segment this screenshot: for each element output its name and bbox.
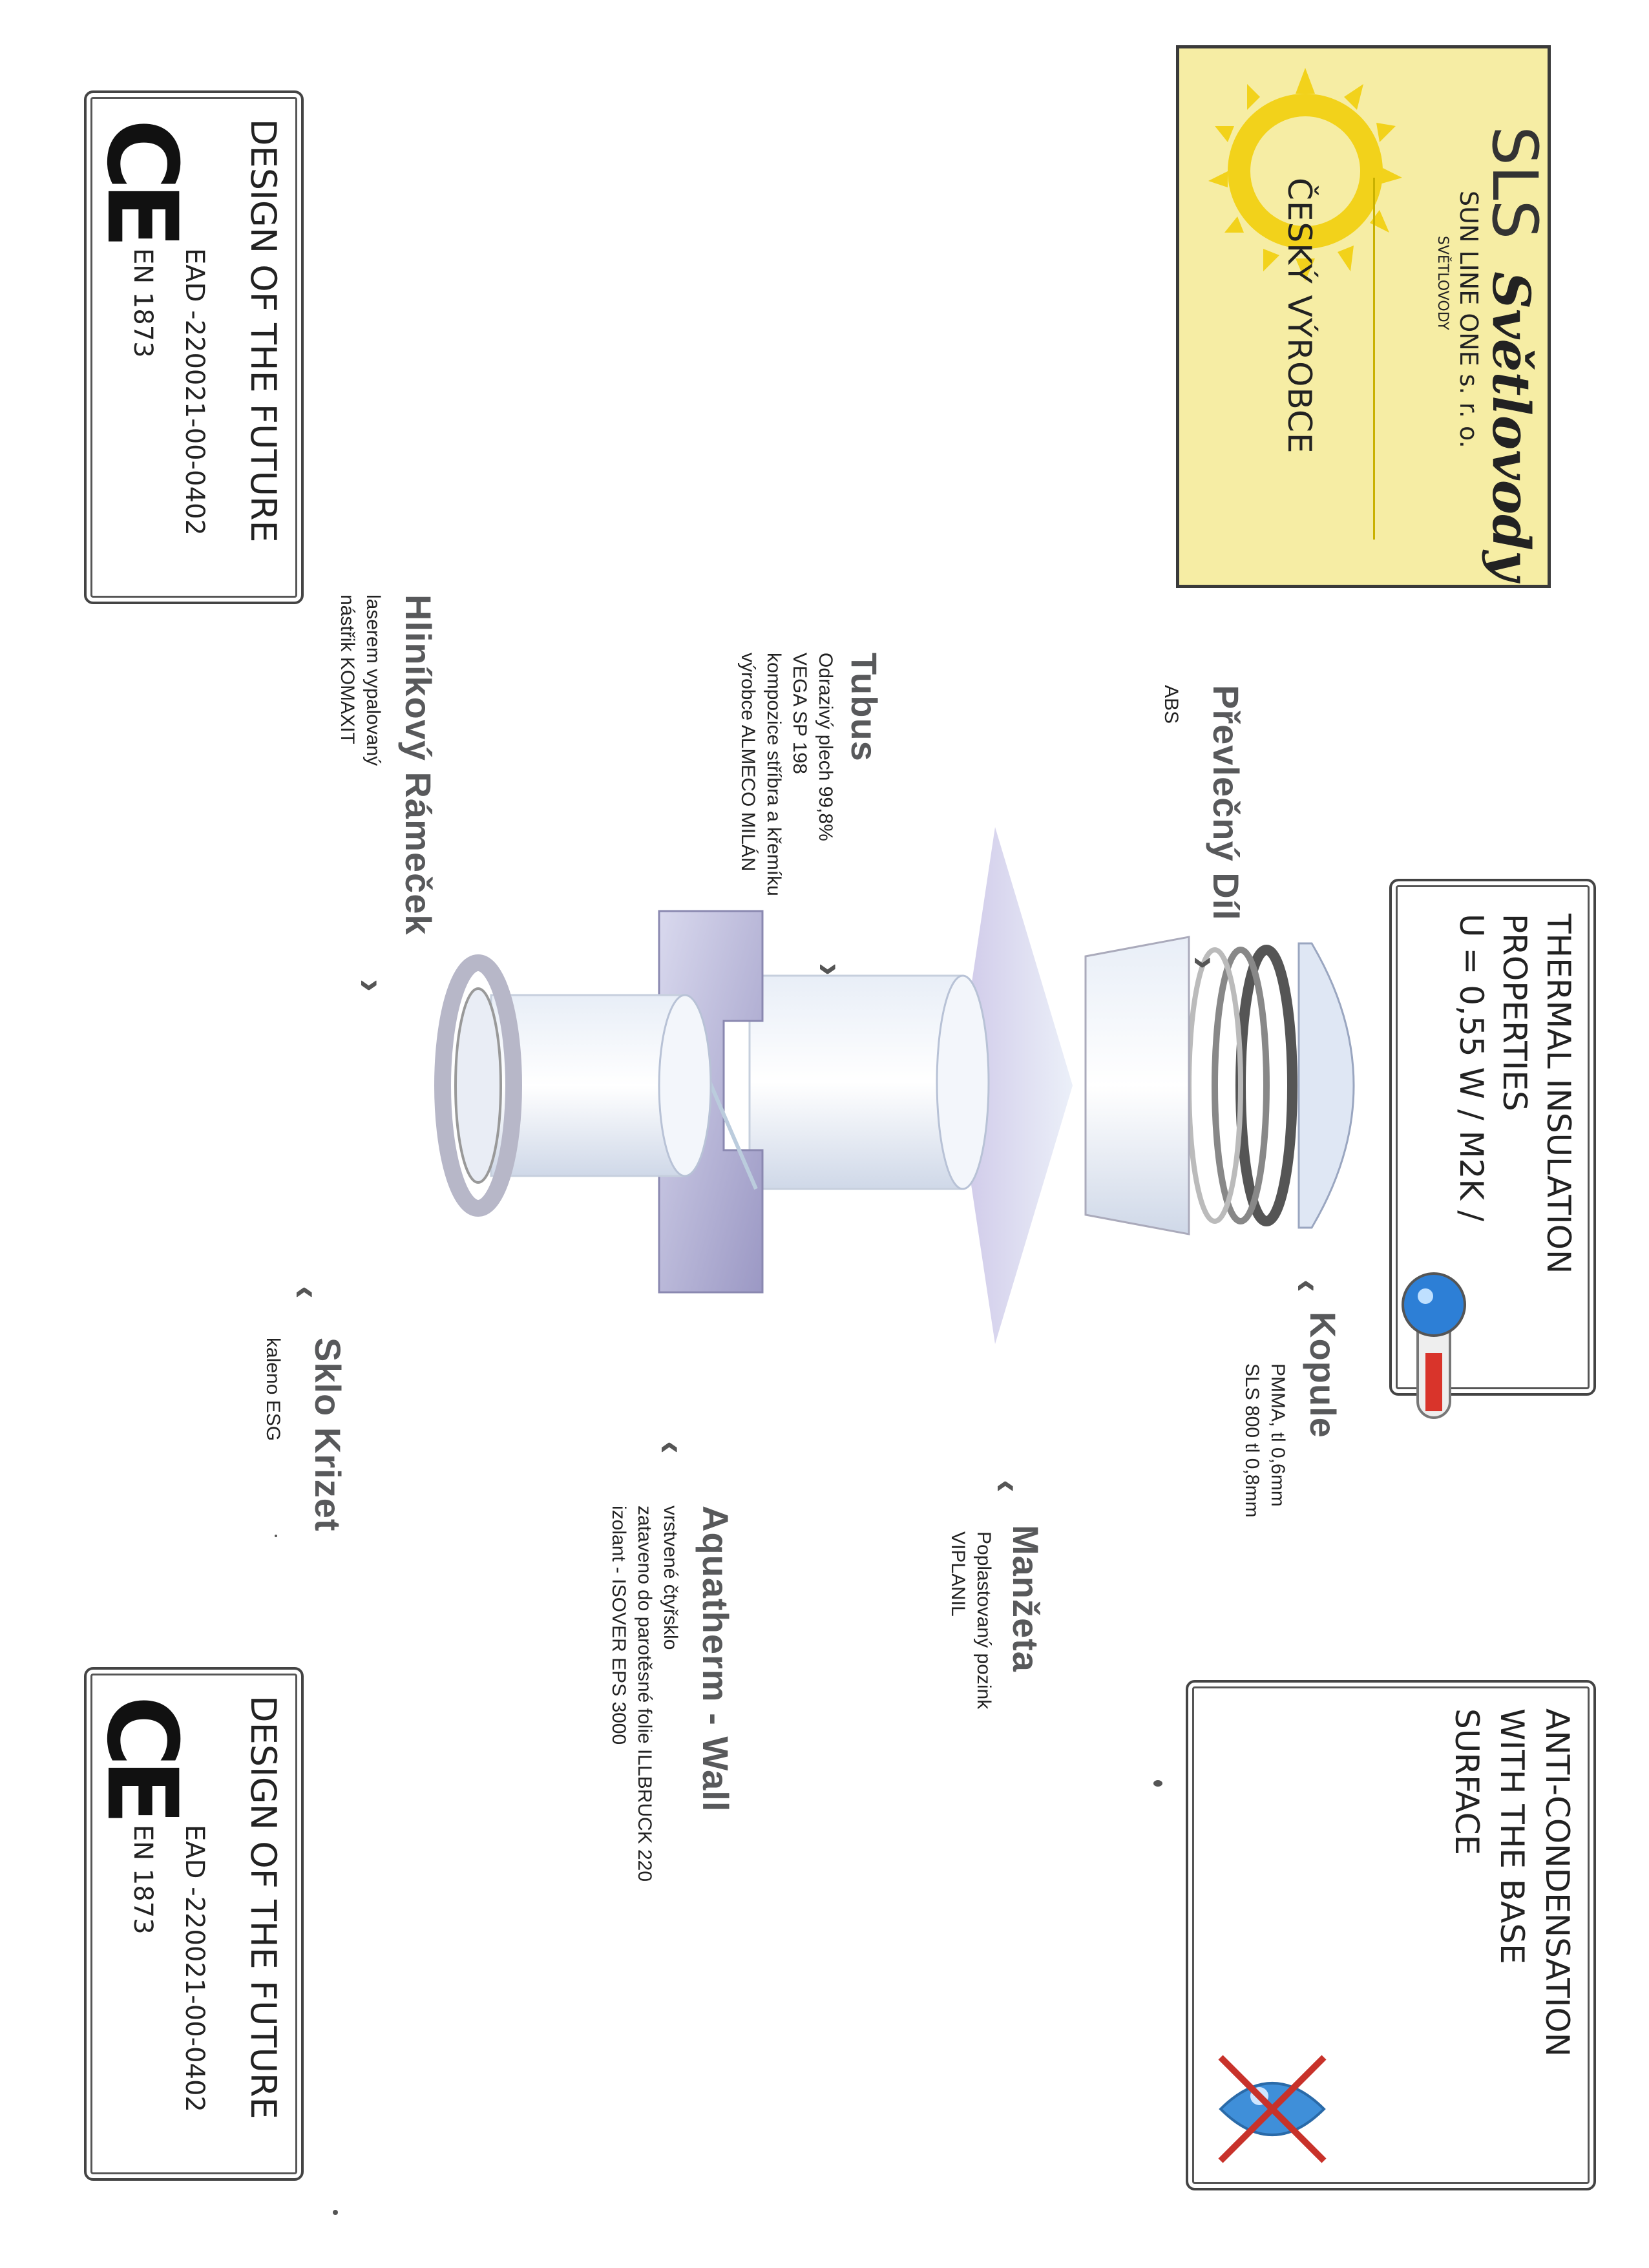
logo-divider [1373,178,1375,540]
cert-title: DESIGN OF THE FUTURE [243,1696,284,2119]
thermal-box [1389,879,1596,1396]
manzeta-l2: VIPLANIL [947,1531,969,1617]
aquatherm-l1: vrstvené čtyřsklo [660,1506,681,1650]
scan-speck [1153,1780,1162,1787]
kopule-l2: SLS 800 tl 0,8mm [1241,1363,1263,1518]
callout-tubus [843,653,885,821]
chevron-left-icon: ‹ [1287,1279,1330,1292]
thermometer-icon [1398,1269,1476,1437]
logo-script: Světlovody [1481,271,1542,581]
ce-mark-icon: CE [85,119,198,241]
chevron-right-icon: › [350,979,394,992]
cert-en: EN 1873 [128,1825,158,1935]
crossed-drop-icon [1208,2044,1337,2174]
chevron-left-icon: ‹ [651,1441,694,1454]
thermal-line2: PROPERTIES [1496,914,1533,1111]
tubus-l3: kompozice stříbra a křemíku [763,653,784,896]
sklo-title: Sklo Krizet [308,1338,348,1532]
dome-part [1299,943,1354,1228]
prevlecny-l1: ABS [1161,685,1182,724]
aquatherm-l3: izolant - ISOVER EPS 3000 [608,1506,629,1745]
scan-speck [333,2210,338,2215]
chevron-right-icon: › [1184,956,1227,969]
ce-mark-icon: CE [85,1696,198,1818]
ramecek-l1: laserem vypalovaný [362,594,384,766]
cert-en: EN 1873 [128,248,158,358]
origin-label: ČESKÝ VÝROBCE [1281,178,1318,454]
ramecek-title: Hliníkový Rámeček [398,594,439,936]
cert-ead: EAD -220021-00-0402 [180,1825,209,2112]
tubus-l4: výrobce ALMECO MILÁN [737,653,759,872]
sklo-l1: kaleno ESG [262,1338,284,1442]
anticondensation-box [1186,1680,1596,2190]
aquatherm-l2: zataveno do parotěsné folie ILLBRUCK 220 [634,1506,655,1882]
sun-logo-icon [1150,42,1409,300]
manzeta-title: Manžeta [1005,1525,1046,1672]
tubus-l2: VEGA SP 198 [789,653,810,774]
chevron-right-icon: › [809,963,852,976]
tubus-l1: Odrazivý plech 99,8% [815,653,836,841]
company-sub: SVĚTLOVODY [1434,236,1451,330]
thermal-line3: U = 0,55 W / M2K / [1453,914,1490,1222]
callout-ramecek [397,594,439,982]
aquatherm-title: Aquatherm - Wall [695,1506,736,1812]
callout-sklo [307,1338,349,1596]
callout-kopule [1302,1312,1344,1648]
anticond-line2: WITH THE BASE [1493,1708,1531,1964]
ramecek-l2: nástřik KOMAXIT [337,594,358,744]
manzeta-l1: Poplastovaný pozink [973,1531,994,1710]
cert-box-top [84,90,304,604]
brand-panel [1176,45,1551,588]
cert-title: DESIGN OF THE FUTURE [243,119,284,543]
anticond-line1: ANTI-CONDENSATION [1539,1708,1576,2057]
anticond-line3: SURFACE [1448,1708,1486,1856]
cert-ead: EAD -220021-00-0402 [180,248,209,536]
chevron-left-icon: ‹ [286,1286,329,1299]
scan-speck [275,1535,277,1537]
chevron-left-icon: ‹ [987,1480,1030,1493]
tubus-title: Tubus [844,653,885,762]
kopule-title: Kopule [1303,1312,1343,1438]
cert-box-bottom [84,1667,304,2181]
kopule-l1: PMMA, tl 0,6mm [1267,1363,1288,1507]
callout-aquatherm [695,1506,737,1893]
prevlecny-title: Převlečný Díl [1206,685,1246,921]
thermal-line1: THERMAL INSULATION [1540,914,1577,1274]
logo-short: SLS [1478,126,1551,240]
company-name: SUN LINE ONE s. r. o. [1455,191,1483,448]
callout-manzeta [1005,1525,1047,1783]
